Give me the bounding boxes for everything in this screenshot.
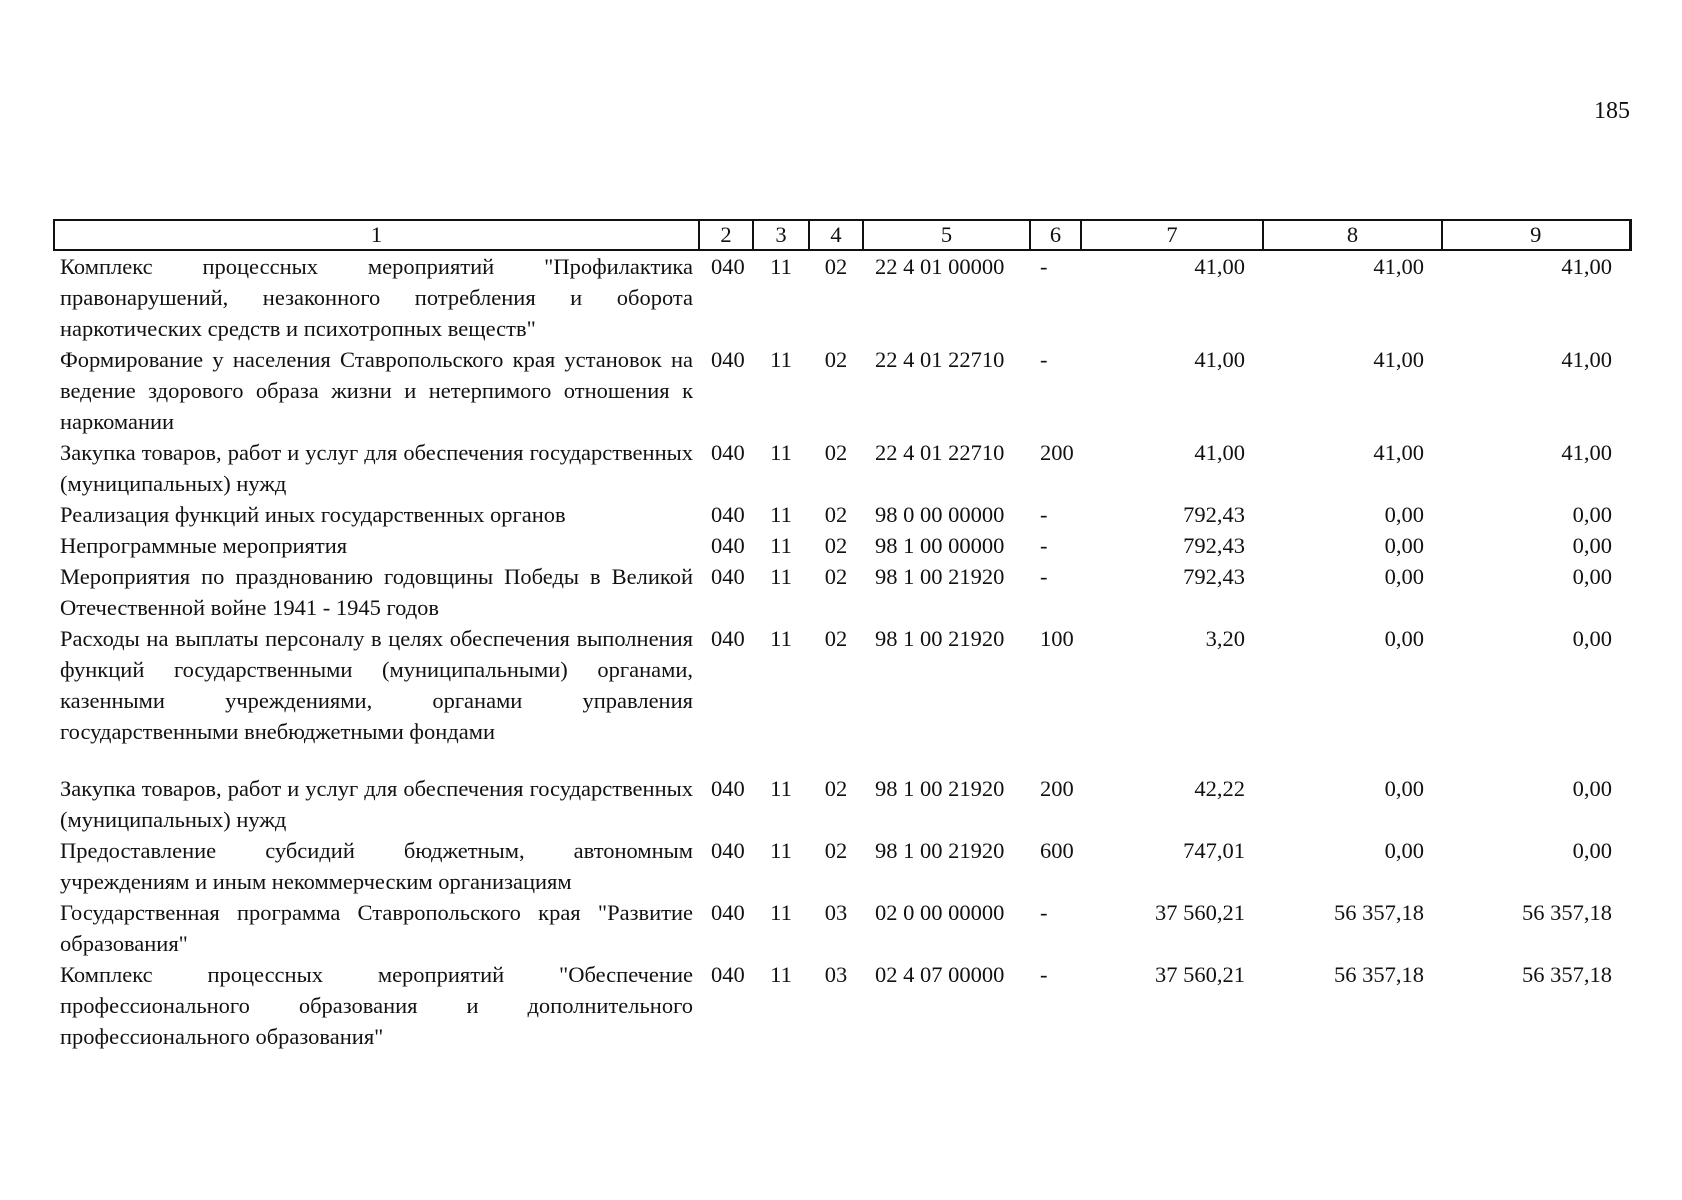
row-col-7: 41,00 bbox=[1194, 254, 1245, 279]
budget-table bbox=[53, 219, 1632, 1052]
row-col-8: 0,00 bbox=[1384, 838, 1424, 863]
header-row bbox=[54, 220, 1630, 250]
row-col-4: 02 bbox=[824, 533, 848, 558]
row-col-4: 02 bbox=[824, 347, 848, 372]
row-name: Закупка товаров, работ и услуг для обеспечения государственных (муниципальных) нужд bbox=[60, 776, 693, 832]
row-col-9: 56 357,18 bbox=[1522, 900, 1612, 925]
row-col-7: 41,00 bbox=[1194, 347, 1245, 372]
row-col-7: 37 560,21 bbox=[1155, 962, 1245, 987]
table-row bbox=[54, 897, 1630, 959]
row-name: Формирование у населения Ставропольского края установок на ведение здорового образа жизни и нетерпимого отношения к наркомании bbox=[60, 347, 693, 434]
table-header bbox=[54, 220, 1630, 250]
table-row bbox=[54, 530, 1630, 561]
row-col-7: 747,01 bbox=[1183, 838, 1245, 863]
header-col-1: 1 bbox=[54, 220, 699, 250]
row-col-8: 0,00 bbox=[1384, 533, 1424, 558]
row-col-6: - bbox=[1040, 564, 1048, 589]
row-col-5: 98 1 00 00000 bbox=[875, 533, 1005, 558]
row-col-9: 0,00 bbox=[1572, 776, 1612, 801]
row-col-2: 040 bbox=[711, 776, 745, 801]
row-col-2: 040 bbox=[711, 962, 745, 987]
row-col-7: 41,00 bbox=[1194, 440, 1245, 465]
row-col-3: 11 bbox=[770, 838, 792, 863]
row-col-9: 0,00 bbox=[1572, 626, 1612, 651]
table-row bbox=[54, 623, 1630, 747]
row-col-3: 11 bbox=[770, 626, 792, 651]
row-col-4: 02 bbox=[824, 564, 848, 589]
row-col-8: 56 357,18 bbox=[1334, 962, 1424, 987]
row-name: Комплекс процессных мероприятий "Обеспечение профессионального образования и дополнительного профессионального образования" bbox=[60, 962, 693, 1049]
row-col-2: 040 bbox=[711, 502, 745, 527]
row-name: Государственная программа Ставропольского края "Развитие образования" bbox=[60, 900, 693, 956]
table-row bbox=[54, 250, 1630, 344]
row-col-4: 02 bbox=[824, 254, 848, 279]
header-col-3: 3 bbox=[753, 220, 809, 250]
row-col-4: 02 bbox=[824, 776, 848, 801]
row-col-5: 98 0 00 00000 bbox=[875, 502, 1005, 527]
row-col-9: 0,00 bbox=[1572, 533, 1612, 558]
row-col-5: 22 4 01 22710 bbox=[875, 347, 1005, 372]
header-col-2: 2 bbox=[699, 220, 753, 250]
row-col-4: 02 bbox=[824, 626, 848, 651]
row-col-8: 0,00 bbox=[1384, 626, 1424, 651]
row-col-2: 040 bbox=[711, 533, 745, 558]
header-col-9: 9 bbox=[1442, 220, 1630, 250]
row-col-6: 600 bbox=[1040, 838, 1074, 863]
row-col-4: 02 bbox=[824, 440, 848, 465]
row-col-3: 11 bbox=[770, 502, 792, 527]
row-col-7: 37 560,21 bbox=[1155, 900, 1245, 925]
row-col-6: - bbox=[1040, 254, 1048, 279]
row-col-8: 41,00 bbox=[1373, 347, 1424, 372]
row-col-7: 792,43 bbox=[1183, 533, 1245, 558]
row-col-3: 11 bbox=[770, 564, 792, 589]
row-name: Закупка товаров, работ и услуг для обеспечения государственных (муниципальных) нужд bbox=[60, 440, 693, 496]
header-col-6: 6 bbox=[1030, 220, 1081, 250]
row-col-4: 03 bbox=[824, 900, 848, 925]
table-row bbox=[54, 437, 1630, 499]
row-col-3: 11 bbox=[770, 776, 792, 801]
row-col-9: 56 357,18 bbox=[1522, 962, 1612, 987]
row-col-6: - bbox=[1040, 347, 1048, 372]
row-col-9: 41,00 bbox=[1561, 440, 1612, 465]
row-col-7: 42,22 bbox=[1194, 776, 1245, 801]
row-col-4: 02 bbox=[824, 502, 848, 527]
row-name: Предоставление субсидий бюджетным, автономным учреждениям и иным некоммерческим организациям bbox=[60, 838, 693, 894]
row-col-5: 98 1 00 21920 bbox=[875, 626, 1005, 651]
row-col-7: 792,43 bbox=[1183, 564, 1245, 589]
row-name: Мероприятия по празднованию годовщины Победы в Великой Отечественной войне 1941 - 1945 годов bbox=[60, 564, 693, 620]
spacer-cell bbox=[54, 747, 1630, 773]
row-col-6: - bbox=[1040, 900, 1048, 925]
table-body bbox=[54, 250, 1630, 1052]
row-col-9: 41,00 bbox=[1561, 347, 1612, 372]
row-col-8: 56 357,18 bbox=[1334, 900, 1424, 925]
row-col-6: 100 bbox=[1040, 626, 1074, 651]
row-col-5: 22 4 01 22710 bbox=[875, 440, 1005, 465]
row-col-3: 11 bbox=[770, 900, 792, 925]
row-name: Непрограммные мероприятия bbox=[60, 533, 348, 558]
row-col-4: 02 bbox=[824, 838, 848, 863]
row-col-3: 11 bbox=[770, 254, 792, 279]
header-col-5: 5 bbox=[863, 220, 1030, 250]
row-col-9: 0,00 bbox=[1572, 502, 1612, 527]
row-col-6: - bbox=[1040, 533, 1048, 558]
table-row bbox=[54, 499, 1630, 530]
row-col-8: 0,00 bbox=[1384, 502, 1424, 527]
row-col-8: 0,00 bbox=[1384, 564, 1424, 589]
header-col-7: 7 bbox=[1081, 220, 1263, 250]
row-col-2: 040 bbox=[711, 440, 745, 465]
row-col-5: 22 4 01 00000 bbox=[875, 254, 1005, 279]
row-col-2: 040 bbox=[711, 626, 745, 651]
row-col-3: 11 bbox=[770, 440, 792, 465]
row-col-8: 41,00 bbox=[1373, 254, 1424, 279]
row-col-2: 040 bbox=[711, 254, 745, 279]
header-col-4: 4 bbox=[809, 220, 863, 250]
row-col-7: 3,20 bbox=[1205, 626, 1245, 651]
row-col-6: 200 bbox=[1040, 440, 1074, 465]
row-col-2: 040 bbox=[711, 838, 745, 863]
page-number: 185 bbox=[1594, 98, 1630, 124]
row-name: Расходы на выплаты персоналу в целях обеспечения выполнения функций государственными (муниципальными) органами, казенными учреждениями, органами управления государственными внебюджетными фондами bbox=[60, 626, 693, 744]
table-row bbox=[54, 344, 1630, 437]
header-col-8: 8 bbox=[1263, 220, 1442, 250]
row-col-5: 02 4 07 00000 bbox=[875, 962, 1005, 987]
table-row bbox=[54, 773, 1630, 835]
row-col-6: 200 bbox=[1040, 776, 1074, 801]
row-spacer bbox=[54, 747, 1630, 773]
row-col-2: 040 bbox=[711, 564, 745, 589]
row-name: Реализация функций иных государственных органов bbox=[60, 502, 566, 527]
row-col-3: 11 bbox=[770, 962, 792, 987]
row-col-6: - bbox=[1040, 502, 1048, 527]
row-col-9: 41,00 bbox=[1561, 254, 1612, 279]
row-col-5: 02 0 00 00000 bbox=[875, 900, 1005, 925]
table-row bbox=[54, 959, 1630, 1052]
row-col-2: 040 bbox=[711, 900, 745, 925]
row-col-9: 0,00 bbox=[1572, 838, 1612, 863]
row-col-3: 11 bbox=[770, 533, 792, 558]
row-col-2: 040 bbox=[711, 347, 745, 372]
row-col-5: 98 1 00 21920 bbox=[875, 564, 1005, 589]
row-col-5: 98 1 00 21920 bbox=[875, 776, 1005, 801]
row-col-4: 03 bbox=[824, 962, 848, 987]
row-col-8: 0,00 bbox=[1384, 776, 1424, 801]
row-name: Комплекс процессных мероприятий "Профилактика правонарушений, незаконного потребления и оборота наркотических средств и психотропных веществ" bbox=[60, 254, 693, 341]
table-row bbox=[54, 561, 1630, 623]
row-col-7: 792,43 bbox=[1183, 502, 1245, 527]
row-col-5: 98 1 00 21920 bbox=[875, 838, 1005, 863]
table-row bbox=[54, 835, 1630, 897]
row-col-9: 0,00 bbox=[1572, 564, 1612, 589]
row-col-8: 41,00 bbox=[1373, 440, 1424, 465]
row-col-6: - bbox=[1040, 962, 1048, 987]
row-col-3: 11 bbox=[770, 347, 792, 372]
